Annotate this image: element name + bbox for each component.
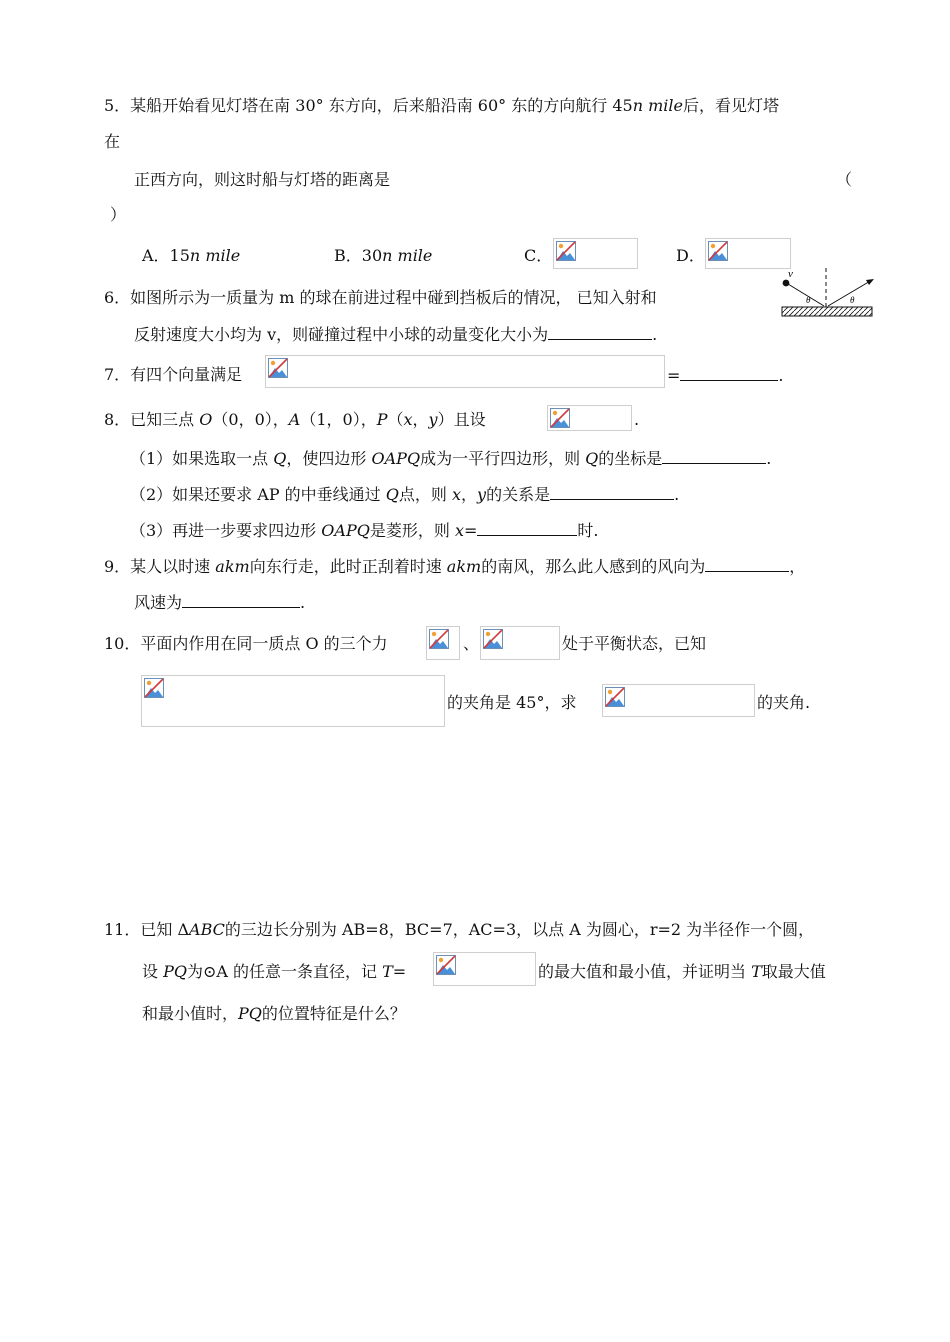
q10-line2-a: 的夹角是 45°，求 bbox=[447, 693, 577, 712]
q8-sub1-blank bbox=[662, 448, 766, 464]
q10-force1-image bbox=[426, 626, 460, 660]
q5-paren-open: （ bbox=[836, 170, 853, 189]
q10-line2-b: 的夹角. bbox=[757, 693, 811, 712]
q7-tail: = . bbox=[667, 366, 784, 385]
broken-image-icon bbox=[144, 678, 164, 698]
q9-direction-blank bbox=[705, 556, 789, 572]
q5-paren-close: ） bbox=[110, 205, 127, 224]
q7-answer-blank bbox=[680, 365, 778, 381]
theta-left-label: θ bbox=[806, 295, 811, 305]
ball-reflection-figure bbox=[774, 266, 876, 322]
q8-line1: 8．已知三点 O（0，0），A（1，0），P（x，y）且设 bbox=[104, 410, 486, 429]
q5-option-a: A．15n mile bbox=[142, 246, 241, 265]
q6-line2: 反射速度大小均为 v，则碰撞过程中小球的动量变化大小为 . bbox=[134, 325, 658, 344]
q10-force2-image bbox=[480, 626, 560, 660]
ball bbox=[783, 280, 790, 287]
broken-image-icon bbox=[268, 358, 288, 378]
broken-image-icon bbox=[436, 955, 456, 975]
q5-line1-wrap: 在 bbox=[104, 132, 121, 151]
q8-sub3: （3）再进一步要求四边形 OAPQ是菱形，则 x= 时. bbox=[130, 521, 599, 540]
q11-formula-image bbox=[433, 952, 536, 986]
q8-sub1: （1）如果选取一点 Q，使四边形 OAPQ成为一平行四边形，则 Q的坐标是 . bbox=[130, 449, 772, 468]
q9-line2: 风速为 . bbox=[134, 593, 306, 612]
q11-line1: 11．已知 ΔABC的三边长分别为 AB=8，BC=7，AC=3，以点 A 为圆心，r=2 为半径作一个圆， bbox=[104, 920, 815, 939]
q10-line1-b: 处于平衡状态，已知 bbox=[562, 634, 707, 653]
q8-line1-end: . bbox=[634, 410, 640, 429]
q5-option-d-formula-image bbox=[705, 238, 791, 269]
broken-image-icon bbox=[556, 241, 576, 261]
q6-answer-blank bbox=[548, 324, 652, 340]
barrier-plate bbox=[782, 307, 872, 316]
q5-option-b: B．30n mile bbox=[334, 246, 433, 265]
q9-speed-blank bbox=[182, 592, 300, 608]
velocity-label: v bbox=[788, 268, 793, 280]
q7-text: 7．有四个向量满足 bbox=[104, 365, 243, 384]
theta-right-label: θ bbox=[850, 295, 855, 305]
q8-formula-image bbox=[547, 405, 632, 431]
q8-sub3-blank bbox=[477, 520, 577, 536]
broken-image-icon bbox=[483, 629, 503, 649]
broken-image-icon bbox=[429, 629, 449, 649]
q8-sub2-blank bbox=[550, 484, 674, 500]
q9-line1: 9．某人以时速 akm向东行走，此时正刮着时速 akm的南风，那么此人感到的风向为 ， bbox=[104, 557, 806, 576]
q5-option-c: C． bbox=[524, 246, 553, 265]
q11-line3: 和最小值时，PQ的位置特征是什么？ bbox=[142, 1004, 406, 1023]
q6-line1: 6．如图所示为一质量为 m 的球在前进过程中碰到挡板后的情况， 已知入射和 bbox=[104, 288, 657, 307]
broken-image-icon bbox=[708, 241, 728, 261]
q11-line2-a: 设 PQ为⊙A 的任意一条直径，记 T= bbox=[142, 962, 407, 981]
q5-line2: 正西方向，则这时船与灯塔的距离是 bbox=[134, 170, 391, 189]
arrow-head bbox=[866, 279, 874, 285]
q7-formula-image bbox=[265, 355, 665, 388]
q5-option-d: D． bbox=[676, 246, 705, 265]
q8-sub2: （2）如果还要求 AP 的中垂线通过 Q点，则 x，y的关系是 . bbox=[130, 485, 680, 504]
broken-image-icon bbox=[605, 687, 625, 707]
broken-image-icon bbox=[550, 408, 570, 428]
q11-line2-b: 的最大值和最小值，并证明当 T取最大值 bbox=[538, 962, 826, 981]
q10-separator: 、 bbox=[463, 634, 480, 653]
q5-option-c-formula-image bbox=[553, 238, 638, 269]
q10-given-formula-image bbox=[141, 675, 445, 727]
q10-line1-a: 10．平面内作用在同一质点 O 的三个力 bbox=[104, 634, 388, 653]
q10-find-formula-image bbox=[602, 684, 755, 717]
q5-line1: 5．某船开始看见灯塔在南 30° 东方向，后来船沿南 60° 东的方向航行 45n mile后，看见灯塔 bbox=[104, 96, 779, 115]
